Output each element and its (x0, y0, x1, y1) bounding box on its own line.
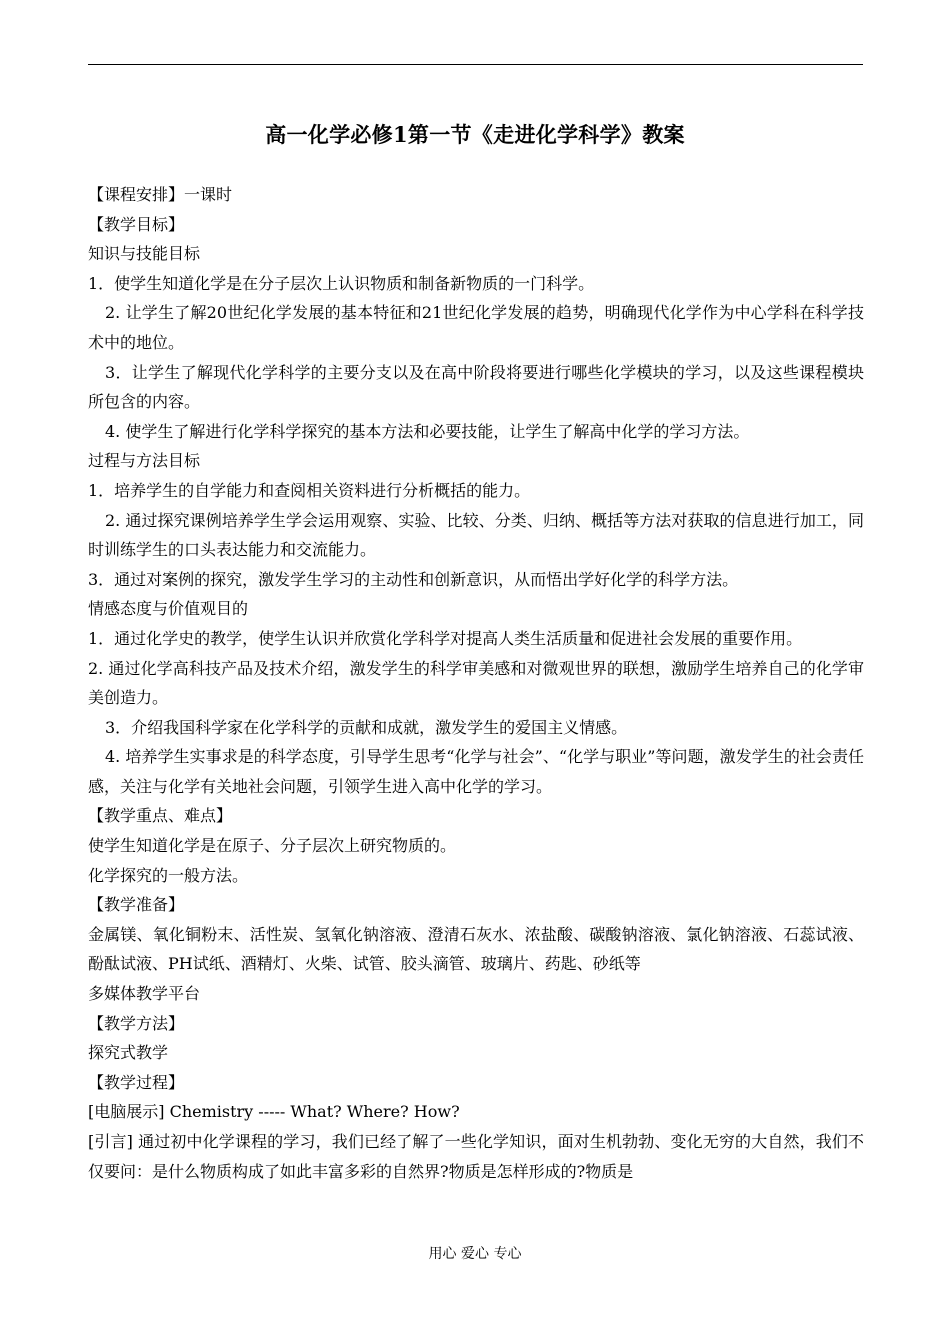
paragraph: 4. 培养学生实事求是的科学态度，引导学生思考“化学与社会”、“化学与职业”等问题，激发学生的社会责任感，关注与化学有关地社会问题，引领学生进入高中化学的学习。 (88, 747, 864, 796)
paragraph: 情感态度与价值观目的 (88, 599, 249, 619)
paragraph: 2. 让学生了解20世纪化学发展的基本特征和21世纪化学发展的趋势，明确现代化学作为中心学科在科学技术中的地位。 (88, 303, 864, 352)
paragraph: 1．培养学生的自学能力和查阅相关资料进行分析概括的能力。 (88, 480, 531, 500)
paragraph: 1．通过化学史的教学，使学生认识并欣赏化学科学对提高人类生活质量和促进社会发展的重要作用。 (88, 628, 803, 648)
paragraph: 探究式教学 (88, 1043, 169, 1063)
header-rule (88, 64, 863, 65)
paragraph: 【教学方法】 (88, 1013, 185, 1033)
paragraph: 3．让学生了解现代化学科学的主要分支以及在高中阶段将要进行哪些化学模块的学习，以及这些课程模块所包含的内容。 (88, 362, 864, 412)
paragraph: 金属镁、氧化铜粉末、活性炭、氢氧化钠溶液、澄清石灰水、浓盐酸、碳酸钠溶液、氯化钠溶液、石蕊试液、酚酞试液、PH试纸、酒精灯、火柴、试管、胶头滴管、玻璃片、药匙、砂纸等 (88, 924, 864, 974)
paragraph: 【教学重点、难点】 (88, 806, 233, 826)
paragraph: 过程与方法目标 (88, 451, 201, 471)
paragraph: 3．介绍我国科学家在化学科学的贡献和成就，激发学生的爱国主义情感。 (105, 717, 628, 737)
paragraph: 【教学过程】 (88, 1072, 185, 1092)
paragraph: 【教学目标】 (88, 214, 185, 234)
paragraph: 【课程安排】一课时 (88, 185, 233, 204)
page-footer: 用心 爱心 专心 (428, 1246, 522, 1262)
paragraph: 3．通过对案例的探究，激发学生学习的主动性和创新意识，从而悟出学好化学的科学方法。 (88, 569, 739, 589)
paragraph: 2. 通过探究课例培养学生学会运用观察、实验、比较、分类、归纳、概括等方法对获取的信息进行加工，同时训练学生的口头表达能力和交流能力。 (88, 510, 864, 560)
paragraph: 【教学准备】 (88, 895, 185, 915)
paragraph: 化学探究的一般方法。 (88, 865, 249, 885)
paragraph: 4. 使学生了解进行化学科学探究的基本方法和必要技能，让学生了解高中化学的学习方法。 (105, 421, 750, 441)
paragraph: 使学生知道化学是在原子、分子层次上研究物质的。 (88, 836, 457, 856)
document-title: 高一化学必修1第一节《走进化学科学》教案 (265, 122, 685, 147)
paragraph: 1．使学生知道化学是在分子层次上认识物质和制备新物质的一门科学。 (88, 273, 595, 293)
paragraph: [引言] 通过初中化学课程的学习，我们已经了解了一些化学知识，面对生机勃勃、变化无穷的大自然，我们不仅要问：是什么物质构成了如此丰富多彩的自然界?物质是怎样形成的?物质是 (88, 1132, 864, 1181)
paragraph: 2. 通过化学高科技产品及技术介绍，激发学生的科学审美感和对微观世界的联想，激励学生培养自己的化学审美创造力。 (88, 658, 864, 708)
document-body (88, 180, 864, 1186)
paragraph: [电脑展示] Chemistry ----- What? Where? How? (88, 1102, 460, 1122)
paragraph: 知识与技能目标 (88, 244, 201, 264)
paragraph: 多媒体教学平台 (88, 984, 201, 1004)
